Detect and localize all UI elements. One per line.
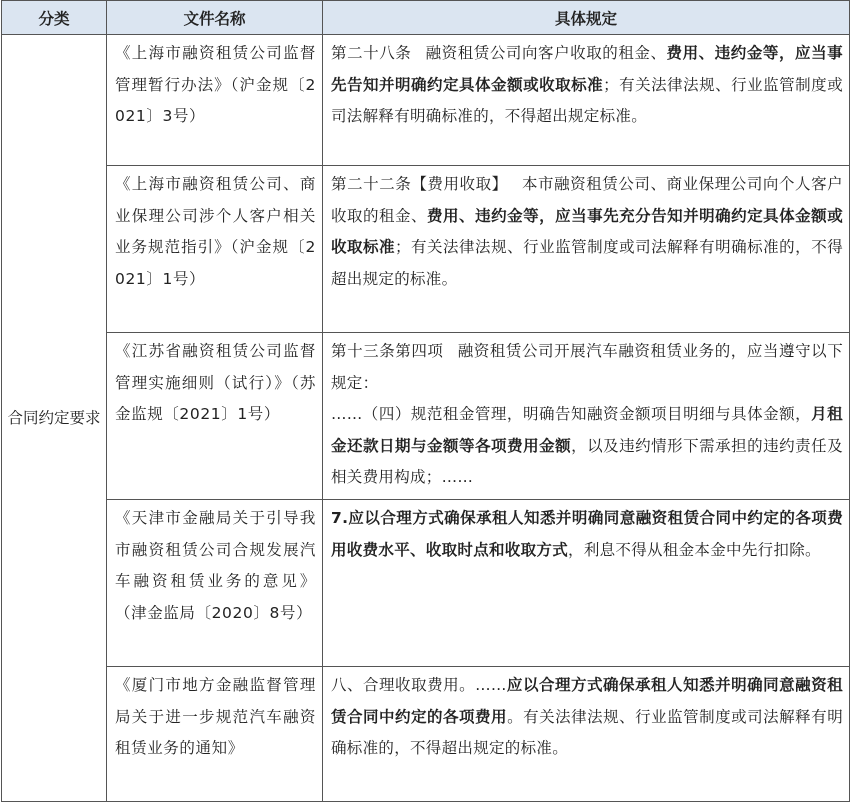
rule-cell <box>323 166 850 333</box>
article-number: 第二十二条【费用收取】 <box>331 175 508 193</box>
rule-text: ，以及违约情形下需承担的违约责任及相关费用构成；…… <box>331 436 843 486</box>
document-name: 《天津市金融局关于引导我市融资租赁公司合规发展汽车融资租赁业务的意见》（津金监局〔2020〕8号） <box>115 509 316 622</box>
document-name: 《上海市融资租赁公司监督管理暂行办法》（沪金规〔2021〕3号） <box>115 44 316 125</box>
rule-text: 。有关法律法规、行业监管制度或司法解释有明确标准的，不得超出规定的标准。 <box>331 707 843 757</box>
rule-paragraph <box>331 670 843 765</box>
document-name-cell <box>107 667 323 802</box>
document-name: 《厦门市地方金融监督管理局关于进一步规范汽车融资租赁业务的通知》 <box>115 676 316 757</box>
category-label: 合同约定要求 <box>7 408 101 427</box>
rule-text-emphasis: 月租金还款日期与金额等各项费用金额 <box>331 405 843 455</box>
document-name-cell <box>107 333 323 500</box>
rule-text: ；有关法律法规、行业监管制度或司法解释有明确标准的，不得超出规定的标准。 <box>331 238 843 288</box>
rule-cell <box>323 500 850 667</box>
table-header-row <box>2 1 850 35</box>
article-number: 第二十八条 <box>331 44 412 62</box>
table-row <box>2 667 850 802</box>
table-row <box>2 500 850 667</box>
rule-text-emphasis: 费用、违约金等，应当事先告知并明确约定具体金额或收取标准 <box>331 44 843 94</box>
rule-text: ，利息不得从租金本金中先行扣除。 <box>568 540 821 559</box>
rule-text: 八、合理收取费用。…… <box>331 676 507 694</box>
rule-text: 融资租赁公司开展汽车融资租赁业务的，应当遵守以下规定： <box>331 342 843 392</box>
rule-cell <box>323 667 850 802</box>
rule-paragraph <box>331 336 843 399</box>
document-name-cell <box>107 35 323 166</box>
rule-paragraph <box>331 503 843 566</box>
rule-text-emphasis: 费用、违约金等，应当事先充分告知并明确约定具体金额或收取标准 <box>331 206 843 256</box>
rule-text: ……（四）规范租金管理，明确告知融资金额项目明细与具体金额， <box>331 405 812 423</box>
document-name: 《上海市融资租赁公司、商业保理公司涉个人客户相关业务规范指引》（沪金规〔2021〕1号） <box>115 175 316 288</box>
header-category: 分类 <box>2 1 107 35</box>
regulation-table <box>1 0 850 802</box>
rule-paragraph <box>331 38 843 133</box>
table-row <box>2 333 850 500</box>
rule-text: 本市融资租赁公司、商业保理公司向个人客户收取的租金、 <box>331 175 843 225</box>
rule-text-emphasis: 应以合理方式确保承租人知悉并明确同意融资租赁合同中约定的各项费用 <box>331 676 843 726</box>
rule-paragraph <box>331 399 843 494</box>
category-cell <box>2 35 107 802</box>
article-number: 第十三条第四项 <box>331 342 444 360</box>
document-name: 《江苏省融资租赁公司监督管理实施细则（试行）》（苏金监规〔2021〕1号） <box>115 342 316 423</box>
document-name-cell <box>107 166 323 333</box>
rule-text-emphasis: 7.应以合理方式确保承租人知悉并明确同意融资租赁合同中约定的各项费用收费水平、收取时点和收取方式 <box>331 509 843 559</box>
document-name-cell <box>107 500 323 667</box>
header-document-name: 文件名称 <box>107 1 323 35</box>
rule-text: 融资租赁公司向客户收取的租金、 <box>425 44 667 62</box>
table-row <box>2 35 850 166</box>
table-row <box>2 166 850 333</box>
header-specific-rules: 具体规定 <box>323 1 850 35</box>
rule-paragraph <box>331 169 843 295</box>
rule-cell <box>323 333 850 500</box>
rule-text: ；有关法律法规、行业监管制度或司法解释有明确标准的，不得超出规定标准。 <box>331 75 843 125</box>
rule-cell <box>323 35 850 166</box>
